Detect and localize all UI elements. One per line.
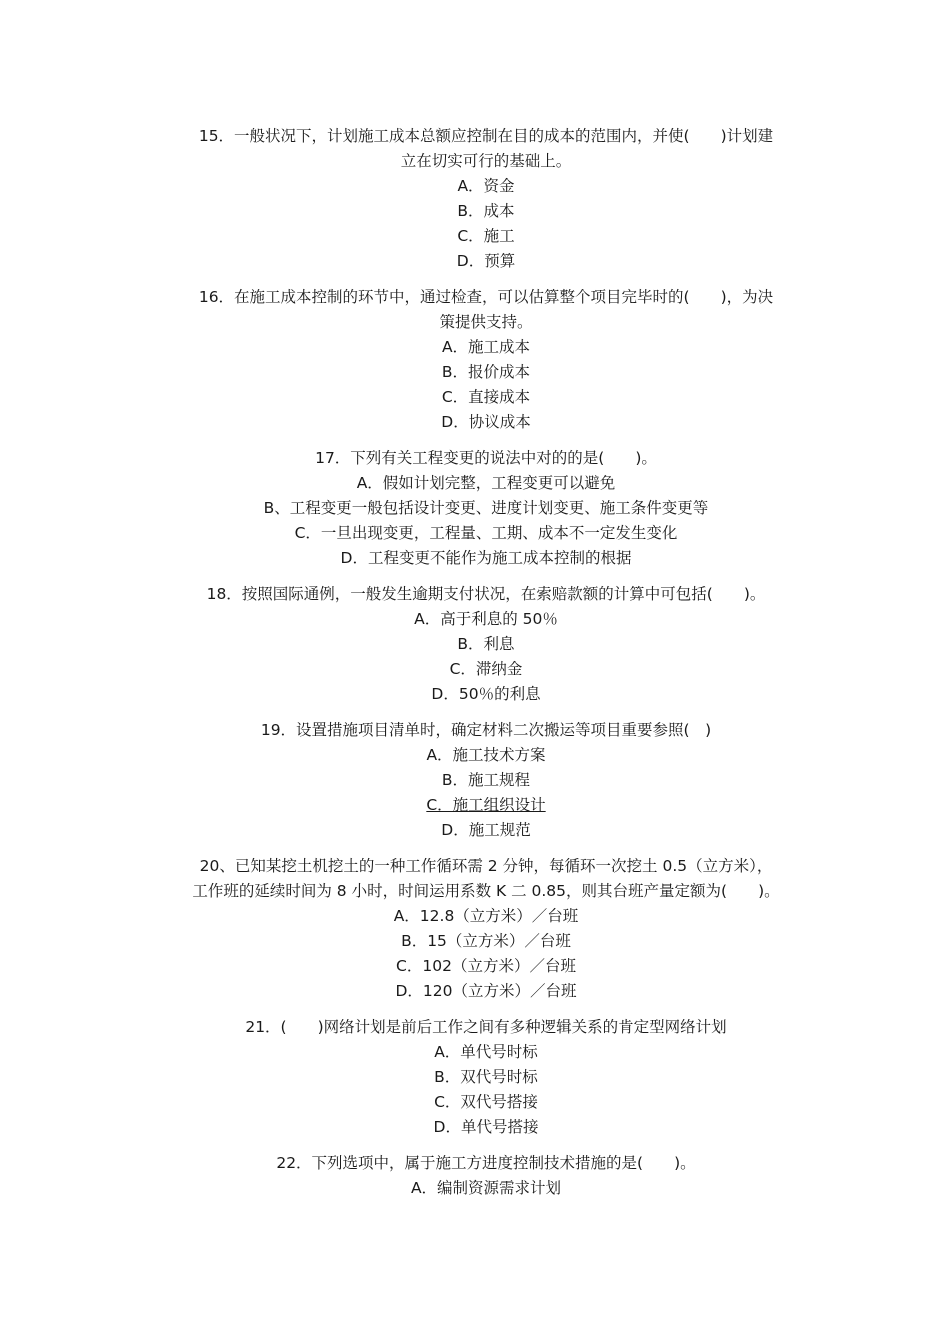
option-list — [150, 1040, 822, 1140]
question-17 — [150, 446, 822, 571]
question-18 — [150, 582, 822, 707]
option-c: C．双代号搭接 — [434, 1093, 538, 1111]
option-a: A．施工技术方案 — [426, 746, 546, 764]
stem-line: 17．下列有关工程变更的说法中对的的是( )。 — [315, 449, 657, 467]
option-d: D．协议成本 — [441, 413, 531, 431]
option-list — [150, 471, 822, 571]
option-d: D．单代号搭接 — [433, 1118, 539, 1136]
question-15 — [150, 124, 822, 274]
option-b: B．利息 — [457, 635, 515, 653]
stem-line: 15．一般状况下，计划施工成本总额应控制在目的成本的范围内，并使( )计划建 — [198, 127, 774, 145]
option-b: B．成本 — [457, 202, 515, 220]
question-19 — [150, 718, 822, 843]
option-list — [150, 743, 822, 843]
option-d: D．50％的利息 — [431, 685, 541, 703]
option-b: B．报价成本 — [441, 363, 531, 381]
option-c: C．直接成本 — [441, 388, 531, 406]
question-20 — [150, 854, 822, 1004]
option-d: D．预算 — [456, 252, 516, 270]
option-a: A．单代号时标 — [434, 1043, 538, 1061]
option-a: A．编制资源需求计划 — [410, 1179, 562, 1197]
option-d: D．120（立方米）／台班 — [395, 982, 577, 1000]
question-stem — [150, 582, 822, 607]
stem-line: 20、已知某挖土机挖土的一种工作循环需 2 分钟，每循环一次挖土 0.5（立方米）， — [199, 857, 773, 875]
option-c: C．滞纳金 — [449, 660, 523, 678]
option-c: C．102（立方米）／台班 — [396, 957, 576, 975]
stem-line: 21．( )网络计划是前后工作之间有多种逻辑关系的肯定型网络计划 — [245, 1018, 727, 1036]
option-a: A．施工成本 — [441, 338, 531, 356]
question-stem — [150, 718, 822, 743]
option-c: C．施工 — [457, 227, 515, 245]
option-d: D．施工规范 — [441, 821, 531, 839]
option-d: D．工程变更不能作为施工成本控制的根据 — [340, 549, 632, 567]
stem-line: 18．按照国际通例，一般发生逾期支付状况，在索赔款额的计算中可包括( )。 — [206, 585, 766, 603]
stem-line: 策提供支持。 — [439, 313, 533, 331]
question-22 — [150, 1151, 822, 1201]
option-list — [150, 335, 822, 435]
option-a: A．高于利息的 50％ — [414, 610, 558, 628]
question-stem — [150, 124, 822, 174]
question-stem — [150, 446, 822, 471]
question-stem — [150, 1151, 822, 1176]
option-list — [150, 607, 822, 707]
question-stem — [150, 285, 822, 335]
question-list — [150, 124, 822, 1212]
stem-line: 16．在施工成本控制的环节中，通过检查，可以估算整个项目完毕时的( )，为决 — [198, 288, 774, 306]
underlined-option-text: C．施工组织设计 — [426, 796, 546, 814]
option-list — [150, 174, 822, 274]
option-c: C．一旦出现变更，工程量、工期、成本不一定发生变化 — [294, 524, 678, 542]
option-b: B、工程变更一般包括设计变更、进度计划变更、施工条件变更等 — [263, 499, 709, 517]
option-c — [150, 793, 822, 818]
question-stem — [150, 854, 822, 904]
option-a: A．资金 — [457, 177, 515, 195]
question-16 — [150, 285, 822, 435]
option-a: A．假如计划完整，工程变更可以避免 — [356, 474, 616, 492]
option-b: B．施工规程 — [441, 771, 531, 789]
stem-line: 立在切实可行的基础上。 — [400, 152, 572, 170]
stem-line: 19．设置措施项目清单时，确定材料二次搬运等项目重要参照( ) — [260, 721, 712, 739]
option-list — [150, 1176, 822, 1201]
stem-line: 工作班的延续时间为 8 小时，时间运用系数 K 二 0.85，则其台班产量定额为( )。 — [192, 882, 780, 900]
question-21 — [150, 1015, 822, 1140]
option-b: B．双代号时标 — [434, 1068, 538, 1086]
question-stem — [150, 1015, 822, 1040]
option-b: B．15（立方米）／台班 — [401, 932, 571, 950]
option-list — [150, 904, 822, 1004]
stem-line: 22．下列选项中，属于施工方进度控制技术措施的是( )。 — [276, 1154, 696, 1172]
option-a: A．12.8（立方米）／台班 — [393, 907, 579, 925]
